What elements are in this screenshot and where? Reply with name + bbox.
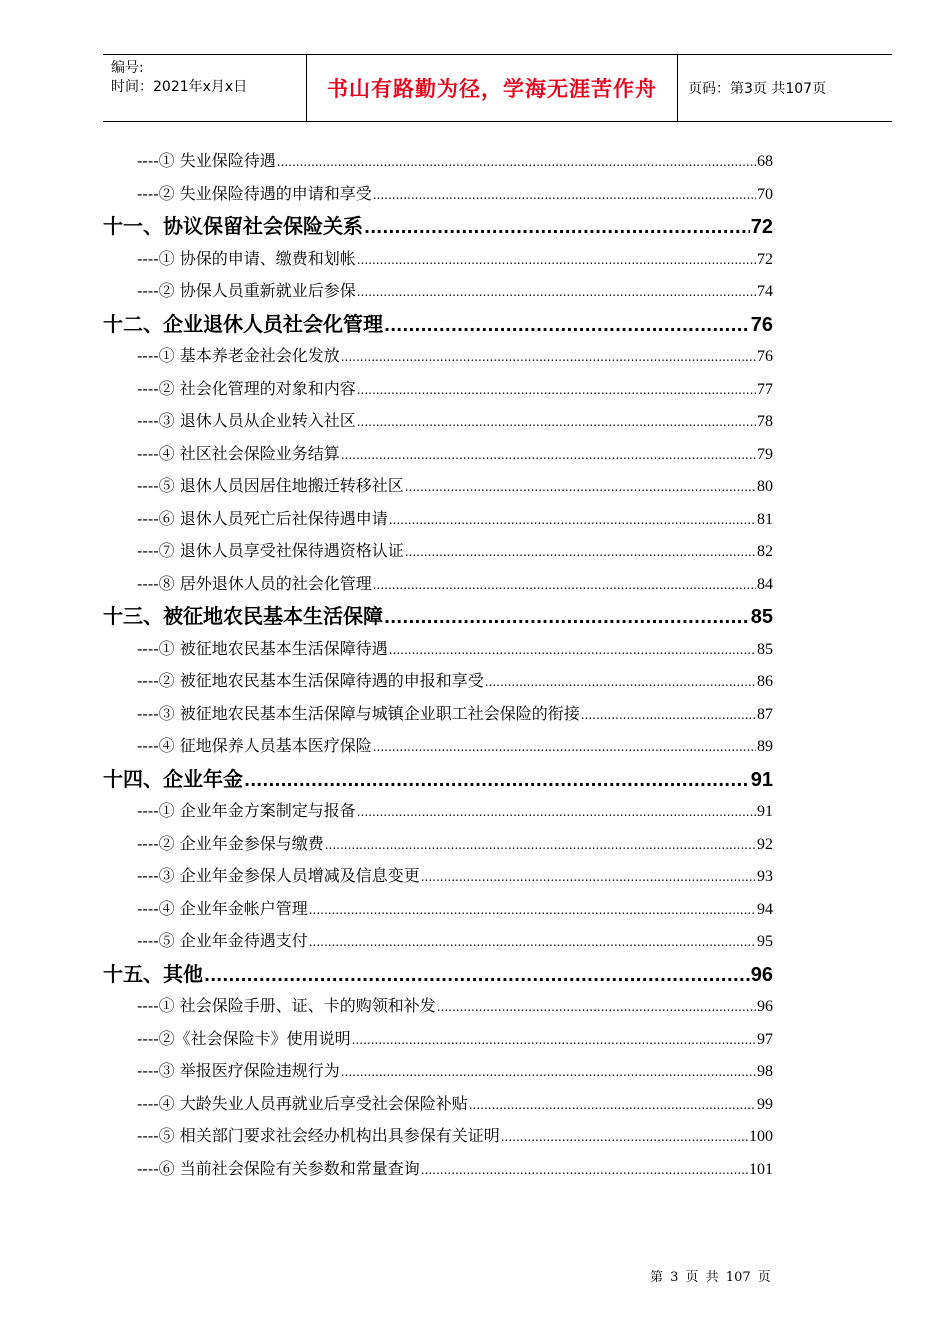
toc-dot-leader xyxy=(204,960,750,992)
toc-subentry[interactable] xyxy=(103,243,773,276)
toc-subentry[interactable] xyxy=(103,503,773,536)
toc-entry-title: ----⑧ 居外退休人员的社会化管理 xyxy=(137,573,372,593)
toc-entry-title: 十五、其他 xyxy=(103,961,203,986)
toc-entry-title: ----②《社会保险卡》使用说明 xyxy=(137,1028,351,1048)
toc-page-number: 95 xyxy=(757,933,773,950)
toc-page-number: 72 xyxy=(750,216,773,238)
toc-page-number: 87 xyxy=(757,705,773,723)
toc-subentry[interactable] xyxy=(103,860,773,893)
toc-entry-title: ----⑦ 退休人员享受社保待遇资格认证 xyxy=(137,541,404,560)
toc-subentry[interactable] xyxy=(103,893,773,926)
toc-entry-title: ----② 被征地农民基本生活保障待遇的申报和享受 xyxy=(137,671,484,690)
toc-dot-leader xyxy=(384,310,750,342)
toc-entry-title: ----④ 大龄失业人员再就业后享受社会保险补贴 xyxy=(137,1093,468,1113)
toc-dot-leader xyxy=(244,765,750,797)
toc-page-number: 78 xyxy=(757,413,773,430)
toc-entry-title: ----⑤ 相关部门要求社会经办机构出具参保有关证明 xyxy=(137,1126,500,1145)
toc-dot-leader xyxy=(373,179,756,211)
toc-subentry[interactable] xyxy=(103,275,773,308)
toc-entry-title: ----⑥ 当前社会保险有关参数和常量查询 xyxy=(137,1158,420,1178)
toc-page-number: 92 xyxy=(757,835,773,853)
toc-dot-leader xyxy=(437,991,756,1023)
toc-page-number: 91 xyxy=(757,803,773,820)
toc-subentry[interactable] xyxy=(103,373,773,406)
toc-subentry[interactable] xyxy=(103,1120,773,1153)
toc-section-entry[interactable] xyxy=(103,763,773,796)
toc-subentry[interactable] xyxy=(103,535,773,568)
toc-subentry[interactable] xyxy=(103,828,773,861)
toc-entry-title: ----② 失业保险待遇的申请和享受 xyxy=(137,183,372,203)
toc-dot-leader xyxy=(341,1056,756,1088)
toc-subentry[interactable] xyxy=(103,1055,773,1088)
toc-page-number: 99 xyxy=(757,1095,773,1113)
toc-entry-title: ----③ 退休人员从企业转入社区 xyxy=(137,411,356,430)
toc-dot-leader xyxy=(352,1024,756,1056)
document-number-label: 编号: xyxy=(111,60,144,76)
toc-section-entry[interactable] xyxy=(103,210,773,243)
toc-dot-leader xyxy=(384,602,750,634)
toc-dot-leader xyxy=(357,796,756,828)
toc-subentry[interactable] xyxy=(103,633,773,666)
toc-dot-leader xyxy=(357,244,756,276)
toc-page-number: 81 xyxy=(757,510,773,528)
toc-entry-title: ----① 失业保险待遇 xyxy=(137,151,276,170)
toc-page-number: 93 xyxy=(757,868,773,885)
toc-section-entry[interactable] xyxy=(103,958,773,991)
toc-entry-title: ----③ 企业年金参保人员增减及信息变更 xyxy=(137,866,420,885)
toc-subentry[interactable] xyxy=(103,178,773,211)
toc-page-number: 72 xyxy=(757,250,773,268)
toc-entry-title: 十三、被征地农民基本生活保障 xyxy=(103,604,383,628)
toc-page-number: 100 xyxy=(749,1128,773,1145)
toc-page-number: 85 xyxy=(750,606,773,628)
toc-entry-title: ----① 企业年金方案制定与报备 xyxy=(137,801,356,820)
toc-page-number: 82 xyxy=(757,543,773,560)
toc-entry-title: ----④ 社区社会保险业务结算 xyxy=(137,443,340,463)
toc-entry-title: ----① 基本养老金社会化发放 xyxy=(137,346,340,365)
toc-entry-title: ----④ 企业年金帐户管理 xyxy=(137,898,308,918)
toc-entry-title: ----① 协保的申请、缴费和划帐 xyxy=(137,248,356,268)
toc-dot-leader xyxy=(421,1154,748,1186)
page-header xyxy=(103,54,892,122)
toc-entry-title: ----② 社会化管理的对象和内容 xyxy=(137,378,356,398)
header-page-info: 页码：第3页 共107页 xyxy=(688,81,827,97)
toc-entry-title: ----② 协保人员重新就业后参保 xyxy=(137,281,356,300)
toc-page-number: 74 xyxy=(757,283,773,300)
toc-entry-title: ----① 被征地农民基本生活保障待遇 xyxy=(137,638,388,658)
toc-entry-title: 十二、企业退休人员社会化管理 xyxy=(103,311,383,336)
toc-dot-leader xyxy=(373,569,756,601)
toc-dot-leader xyxy=(364,212,750,244)
toc-subentry[interactable] xyxy=(103,1088,773,1121)
toc-entry-title: ----③ 举报医疗保险违规行为 xyxy=(137,1061,340,1080)
toc-page-number: 84 xyxy=(757,575,773,593)
document-date: 时间：2021年x月x日 xyxy=(111,79,248,95)
header-meta xyxy=(103,55,307,121)
toc-dot-leader xyxy=(485,666,756,698)
toc-page-number: 96 xyxy=(757,998,773,1015)
table-of-contents xyxy=(103,145,773,1185)
toc-page-number: 68 xyxy=(757,153,773,170)
toc-dot-leader xyxy=(357,374,756,406)
toc-dot-leader xyxy=(389,504,756,536)
toc-page-number: 70 xyxy=(757,185,773,203)
toc-page-number: 91 xyxy=(750,768,773,791)
toc-dot-leader xyxy=(469,1089,756,1121)
toc-page-number: 85 xyxy=(757,640,773,658)
toc-dot-leader xyxy=(405,536,756,568)
toc-page-number: 77 xyxy=(757,380,773,398)
toc-subentry[interactable] xyxy=(103,925,773,958)
toc-entry-title: ----⑤ 退休人员因居住地搬迁转移社区 xyxy=(137,476,404,495)
toc-dot-leader xyxy=(421,861,756,893)
toc-section-entry[interactable] xyxy=(103,600,773,633)
toc-section-entry[interactable] xyxy=(103,308,773,341)
toc-dot-leader xyxy=(389,634,756,666)
toc-entry-title: ----④ 征地保养人员基本医疗保险 xyxy=(137,736,372,755)
toc-dot-leader xyxy=(341,439,756,471)
toc-page-number: 97 xyxy=(757,1030,773,1048)
toc-subentry[interactable] xyxy=(103,568,773,601)
toc-entry-title: 十一、协议保留社会保险关系 xyxy=(103,214,363,238)
toc-subentry[interactable] xyxy=(103,1153,773,1186)
toc-dot-leader xyxy=(405,471,756,503)
page-footer: 第 3 页 共 107 页 xyxy=(650,1270,771,1285)
toc-subentry[interactable] xyxy=(103,340,773,373)
toc-subentry[interactable] xyxy=(103,405,773,438)
toc-subentry[interactable] xyxy=(103,990,773,1023)
toc-dot-leader xyxy=(581,699,756,731)
toc-subentry[interactable] xyxy=(103,470,773,503)
toc-dot-leader xyxy=(277,146,756,178)
toc-page-number: 76 xyxy=(750,313,773,336)
toc-entry-title: ----⑥ 退休人员死亡后社保待遇申请 xyxy=(137,508,388,528)
header-motto: 书山有路勤为径，学海无涯苦作舟 xyxy=(307,55,678,121)
toc-subentry[interactable] xyxy=(103,698,773,731)
toc-page-number: 86 xyxy=(757,673,773,690)
toc-subentry[interactable] xyxy=(103,665,773,698)
toc-page-number: 98 xyxy=(757,1063,773,1080)
toc-subentry[interactable] xyxy=(103,438,773,471)
toc-page-number: 79 xyxy=(757,445,773,463)
toc-entry-title: 十四、企业年金 xyxy=(103,766,243,791)
toc-entry-title: ----③ 被征地农民基本生活保障与城镇企业职工社会保险的衔接 xyxy=(137,703,580,723)
toc-subentry[interactable] xyxy=(103,145,773,178)
toc-page-number: 80 xyxy=(757,478,773,495)
toc-dot-leader xyxy=(357,276,756,308)
toc-page-number: 94 xyxy=(757,900,773,918)
toc-dot-leader xyxy=(341,341,756,373)
toc-page-number: 76 xyxy=(757,348,773,365)
toc-dot-leader xyxy=(325,829,756,861)
toc-page-number: 96 xyxy=(750,963,773,986)
toc-dot-leader xyxy=(501,1121,748,1153)
toc-page-number: 101 xyxy=(749,1160,773,1178)
toc-dot-leader xyxy=(309,894,756,926)
toc-dot-leader xyxy=(309,926,756,958)
toc-entry-title: ----② 企业年金参保与缴费 xyxy=(137,833,324,853)
toc-subentry[interactable] xyxy=(103,1023,773,1056)
toc-page-number: 89 xyxy=(757,738,773,755)
toc-subentry[interactable] xyxy=(103,795,773,828)
toc-entry-title: ----⑤ 企业年金待遇支付 xyxy=(137,931,308,950)
toc-dot-leader xyxy=(373,731,756,763)
toc-entry-title: ----① 社会保险手册、证、卡的购领和补发 xyxy=(137,996,436,1015)
toc-subentry[interactable] xyxy=(103,730,773,763)
toc-dot-leader xyxy=(357,406,756,438)
